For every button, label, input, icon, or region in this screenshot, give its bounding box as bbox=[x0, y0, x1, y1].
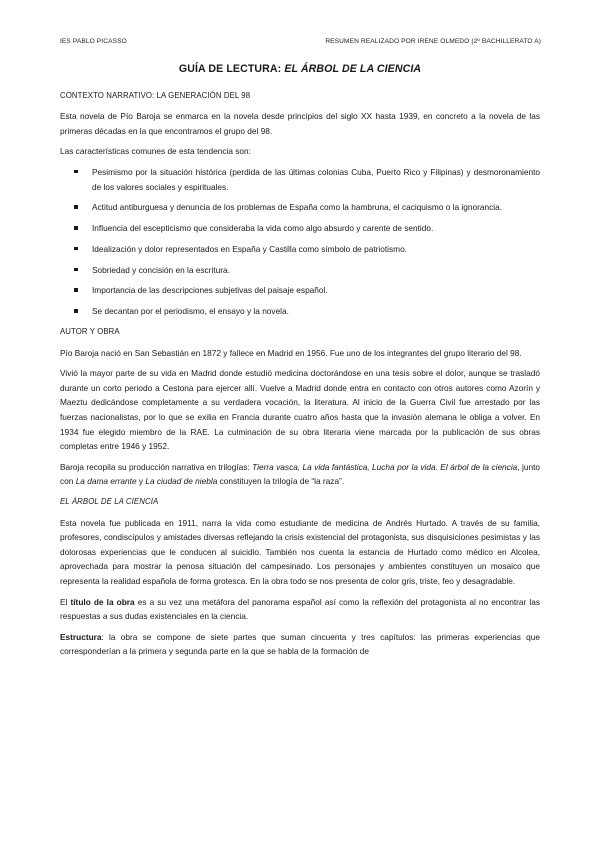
bullet-icon bbox=[74, 205, 78, 209]
bullet-icon bbox=[74, 268, 78, 272]
bullet-icon bbox=[74, 309, 78, 313]
header-author-note: RESUMEN REALIZADO POR IRENE OLMEDO (2º BACHILLERATO A) bbox=[325, 38, 541, 45]
characteristics-list bbox=[60, 165, 540, 319]
section-heading-author: AUTOR Y OBRA bbox=[60, 327, 120, 337]
context-intro: Las características comunes de esta tendencia son: bbox=[60, 146, 251, 157]
document-body bbox=[60, 58, 540, 665]
list-item: Influencia del escepticismo que consideraba la vida como algo absurdo y carente de sentido. bbox=[60, 221, 540, 236]
page-title bbox=[60, 62, 540, 77]
bullet-icon bbox=[74, 288, 78, 292]
author-paragraph-3: Baroja recopila su producción narrativa en trilogías: Tierra vasca, La vida fantástica, Lucha por la vida. El árbol de la ciencia, junto con La dama errante y La ciudad de niebla constituyen la trilogía de “la raza”. bbox=[60, 461, 540, 487]
section-heading-novel: EL ÁRBOL DE LA CIENCIA bbox=[60, 496, 159, 506]
list-item: Sobriedad y concisión en la escritura. bbox=[60, 263, 540, 278]
title-prefix: GUÍA DE LECTURA: bbox=[178, 63, 285, 75]
list-item: Idealización y dolor representados en España y Castilla como símbolo de patriotismo. bbox=[60, 242, 540, 257]
bullet-icon bbox=[74, 247, 78, 251]
list-item: Actitud antiburguesa y denuncia de los problemas de España como la hambruna, el caciquismo o la ignorancia. bbox=[60, 200, 540, 215]
author-paragraph-1: Pío Baroja nació en San Sebastián en 1872 y fallece en Madrid en 1956. Fue uno de los integrantes del grupo literario del 98. bbox=[60, 347, 522, 358]
novel-paragraph-2: El título de la obra es a su vez una metáfora del panorama español así como la reflexión del protagonista al no encontrar las respuestas a sus dudas existenciales en la ciencia. bbox=[60, 596, 540, 622]
section-heading-context: CONTEXTO NARRATIVO: LA GENERACIÓN DEL 98 bbox=[60, 90, 251, 100]
bullet-icon bbox=[74, 226, 78, 230]
author-paragraph-2: Vivió la mayor parte de su vida en Madrid donde estudió medicina doctorándose en una tesis sobre el dolor, aunque se trasladó durante un corto periodo a Cestona para ejercer allí. Vuelve a Madrid donde entra en contacto con otros autores como Azorín y Maeztu dedicándose completamente a su verdadera vocación, la literatura. Al inicio de la Guerra Civil fue arrestado por las fuerzas nacionalistas, por lo que se exilia en Francia durante cuatro años hasta que la invasión alemana le obliga a volver. En 1934 fue elegido miembro de la RAE. La culminación de su obra literaria viene marcada por la publicación de sus obras completas entre 1946 y 1952. bbox=[60, 368, 540, 452]
novel-paragraph-1: Esta novela fue publicada en 1911, narra la vida como estudiante de medicina de Andrés Hurtado. A través de su familia, profesores, condiscípulos y amistades diversas reflejando la crisis existencial del protagonista, sus disquisiciones pesimistas y las dolorosas experiencias que le conducen al suicidio. También nos cuenta la estancia de Hurtado como médico en Alcolea, aprovechada para mostrar la penosa situación del campesinado. Los personajes y ambientes constituyen un mosaico que representa la realidad española de forma grotesca. En la obra todo se nos presenta de color gris, triste, feo y desagradable. bbox=[60, 517, 540, 586]
list-item: Pesimismo por la situación histórica (perdida de las últimas colonias Cuba, Puerto Rico y Filipinas) y desmoronamiento de los valores sociales y espirituales. bbox=[60, 165, 540, 194]
list-item: Se decantan por el periodismo, el ensayo y la novela. bbox=[60, 304, 540, 319]
title-book: EL ÁRBOL DE LA CIENCIA bbox=[284, 63, 422, 75]
bullet-icon bbox=[74, 170, 78, 174]
context-paragraph: Esta novela de Pío Baroja se enmarca en la novela desde principios del siglo XX hasta 1939, en concreto a la novela de las primeras décadas en la que encontramos el grupo del 98. bbox=[60, 111, 540, 136]
list-item: Importancia de las descripciones subjetivas del paisaje español. bbox=[60, 283, 540, 298]
novel-paragraph-3: Estructura: la obra se compone de siete partes que suman cincuenta y tres capítulos: las primeras experiencias que corresponderían a la primera y segunda parte en la que se habla de la formación de bbox=[60, 631, 540, 657]
header-school: IES PABLO PICASSO bbox=[60, 38, 127, 45]
